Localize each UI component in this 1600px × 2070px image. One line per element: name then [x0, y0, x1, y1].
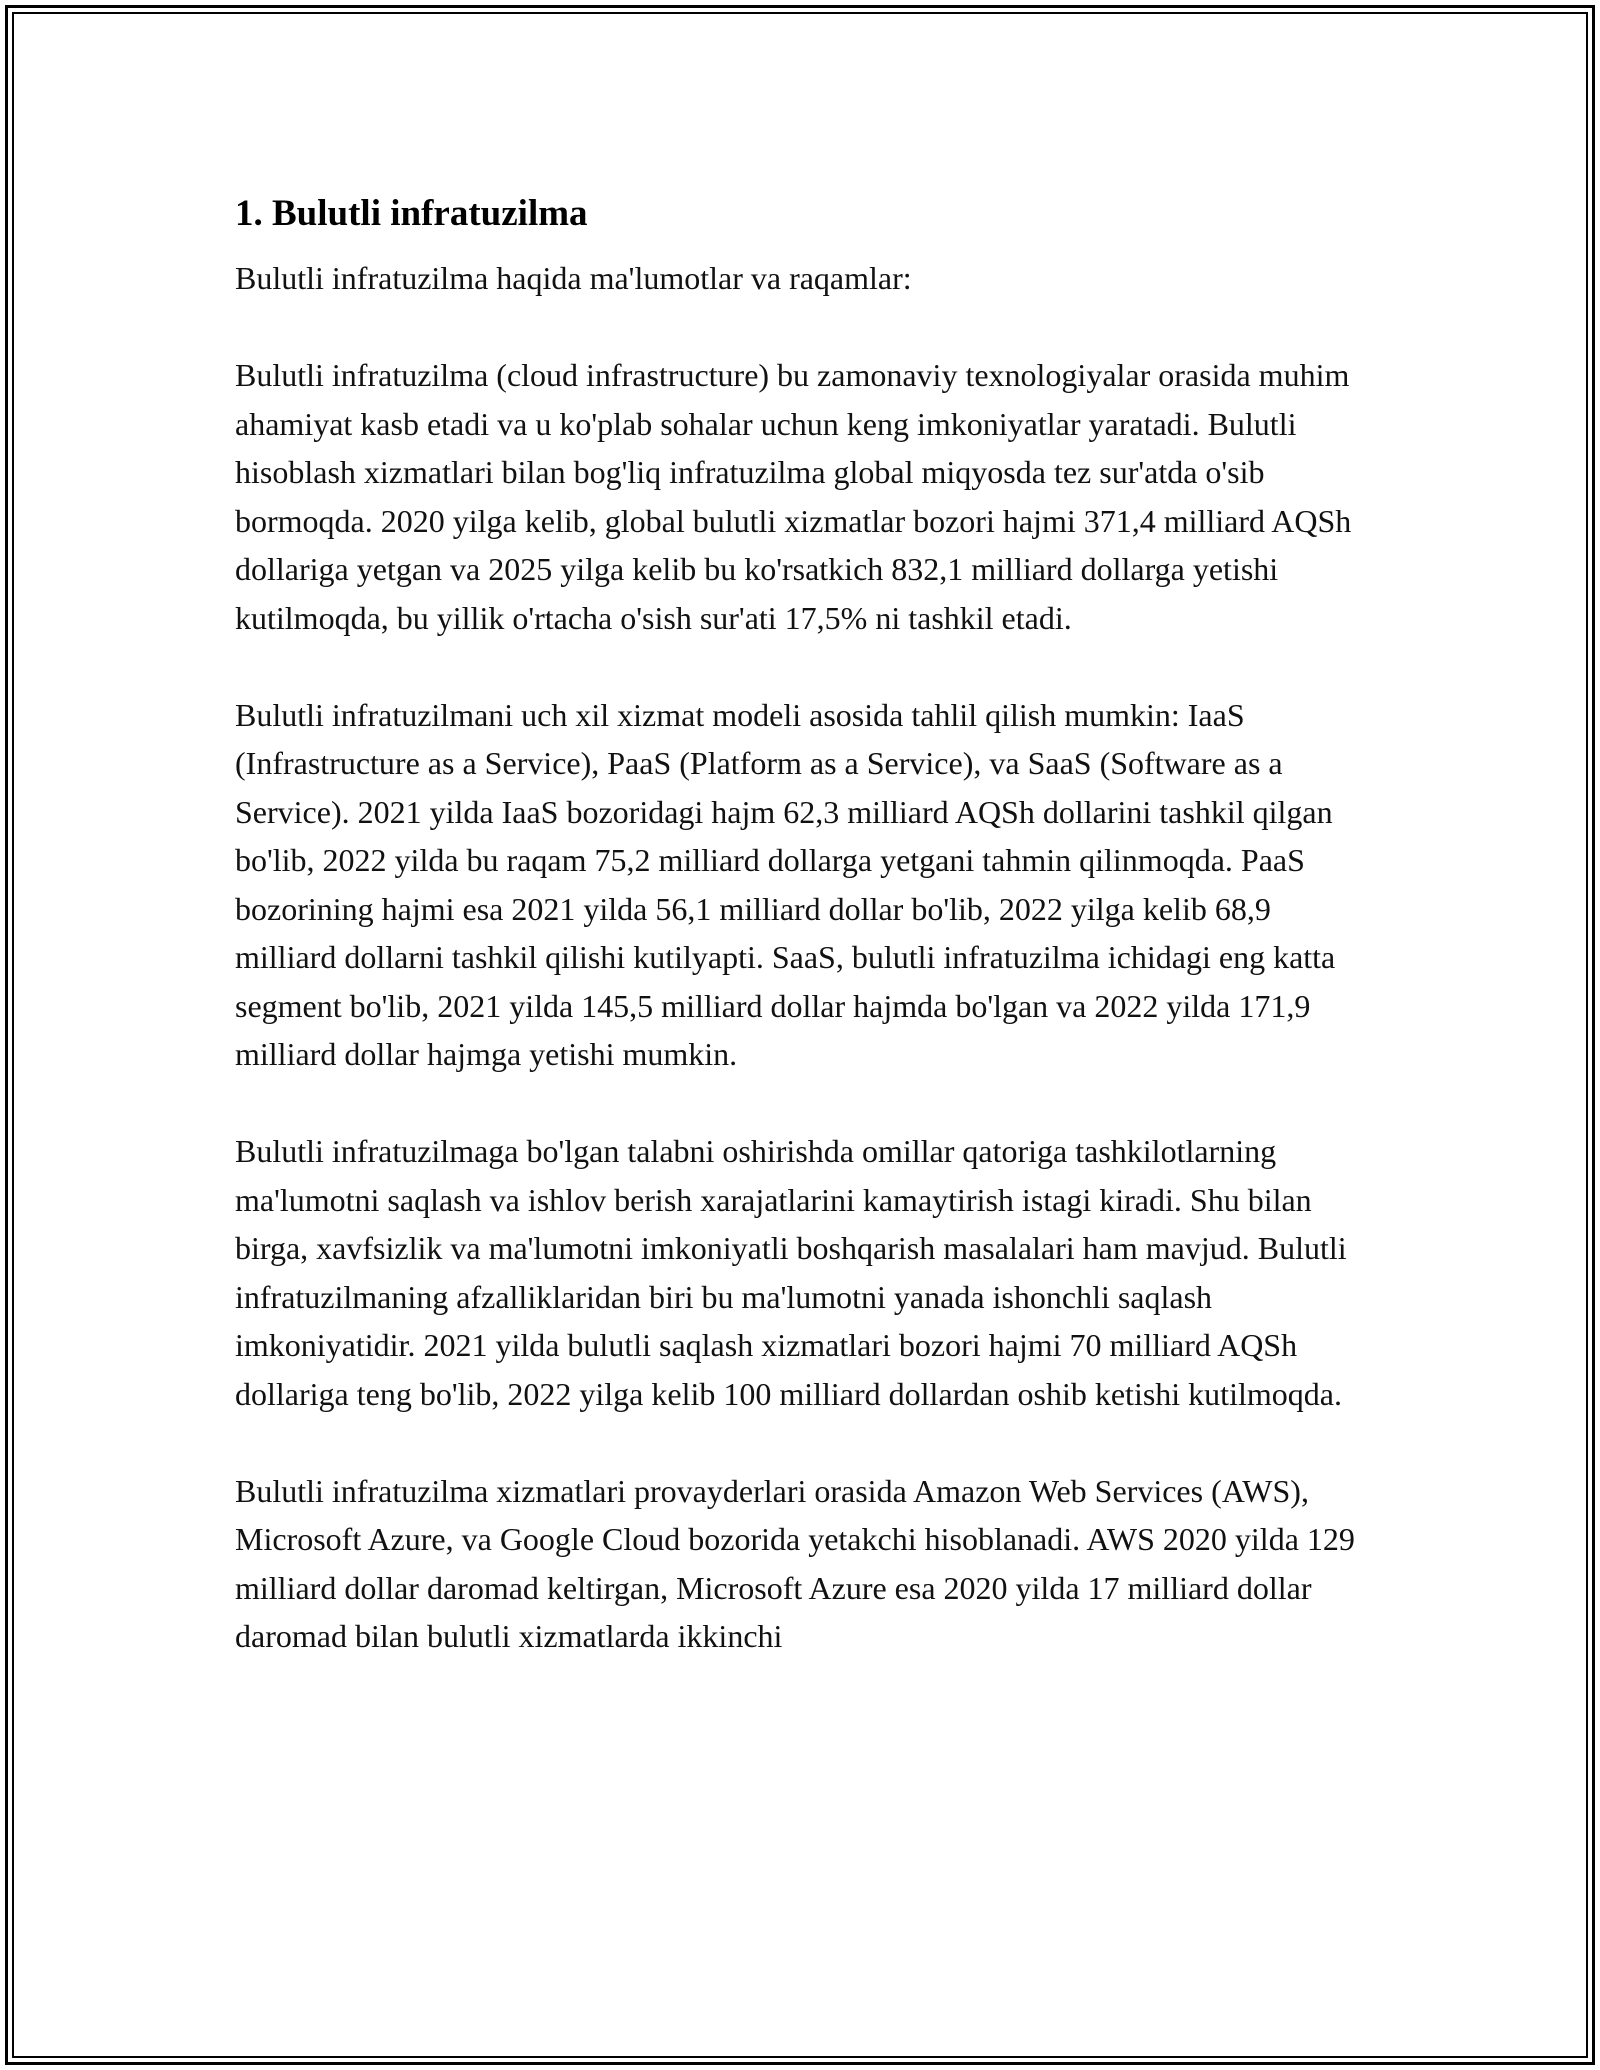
paragraph-providers: Bulutli infratuzilma xizmatlari provayderlari orasida Amazon Web Services (AWS), Microsoft Azure, va Google Cloud bozorida yetakchi hisoblanadi. AWS 2020 yilda 129 milliard dollar daromad keltirgan, Microsoft Azure esa 2020 yilda 17 milliard dollar daromad bilan bulutli xizmatlarda ikkinchi: [235, 1472, 1355, 1654]
paragraph-market-size: Bulutli infratuzilma (cloud infrastructure) bu zamonaviy texnologiyalar orasida muhim ahamiyat kasb etadi va u ko'plab sohalar uchun keng imkoniyatlar yaratadi. Bulutli hisoblash xizmatlari bilan bog'liq infratuzilma global miqyosda tez sur'atda o'sib bormoqda. 2020 yilga kelib, global bulutli xizmatlar bozori hajmi 371,4 milliard AQSh dollariga yetgan va 2025 yilga kelib bu ko'rsatkich 832,1 milliard dollarga yetishi kutilmoqda, bu yillik o'rtacha o'sish sur'ati 17,5% ni tashkil etadi.: [235, 357, 1352, 636]
paragraph-demand-factors: Bulutli infratuzilmaga bo'lgan talabni oshirishda omillar qatoriga tashkilotlarning ma'lumotni saqlash va ishlov berish xarajatlarini kamaytirish istagi kiradi. Shu bilan birga, xavfsizlik va ma'lumotni imkoniyatli boshqarish masalalari ham mavjud. Bulutli infratuzilmaning afzalliklaridan biri bu ma'lumotni yanada ishonchli saqlash imkoniyatidir. 2021 yilda bulutli saqlash xizmatlari bozori hajmi 70 milliard AQSh dollariga teng bo'lib, 2022 yilga kelib 100 milliard dollardan oshib ketishi kutilmoqda.: [235, 1133, 1347, 1412]
intro-paragraph: Bulutli infratuzilma haqida ma'lumotlar va raqamlar:: [235, 260, 912, 296]
section-heading: 1. Bulutli infratuzilma: [235, 193, 588, 234]
document-body: [235, 186, 1375, 1661]
paragraph-service-models: Bulutli infratuzilmani uch xil xizmat modeli asosida tahlil qilish mumkin: IaaS (Infrastructure as a Service), PaaS (Platform as a Service), va SaaS (Software as a Service). 2021 yilda IaaS bozoridagi hajm 62,3 milliard AQSh dollarini tashkil qilgan bo'lib, 2022 yilda bu raqam 75,2 milliard dollarga yetgani tahmin qilinmoqda. PaaS bozorining hajmi esa 2021 yilda 56,1 milliard dollar bo'lib, 2022 yilga kelib 68,9 milliard dollarni tashkil qilishi kutilyapti. SaaS, bulutli infratuzilma ichidagi eng katta segment bo'lib, 2021 yilda 145,5 milliard dollar hajmda bo'lgan va 2022 yilda 171,9 milliard dollar hajmga yetishi mumkin.: [235, 696, 1336, 1072]
